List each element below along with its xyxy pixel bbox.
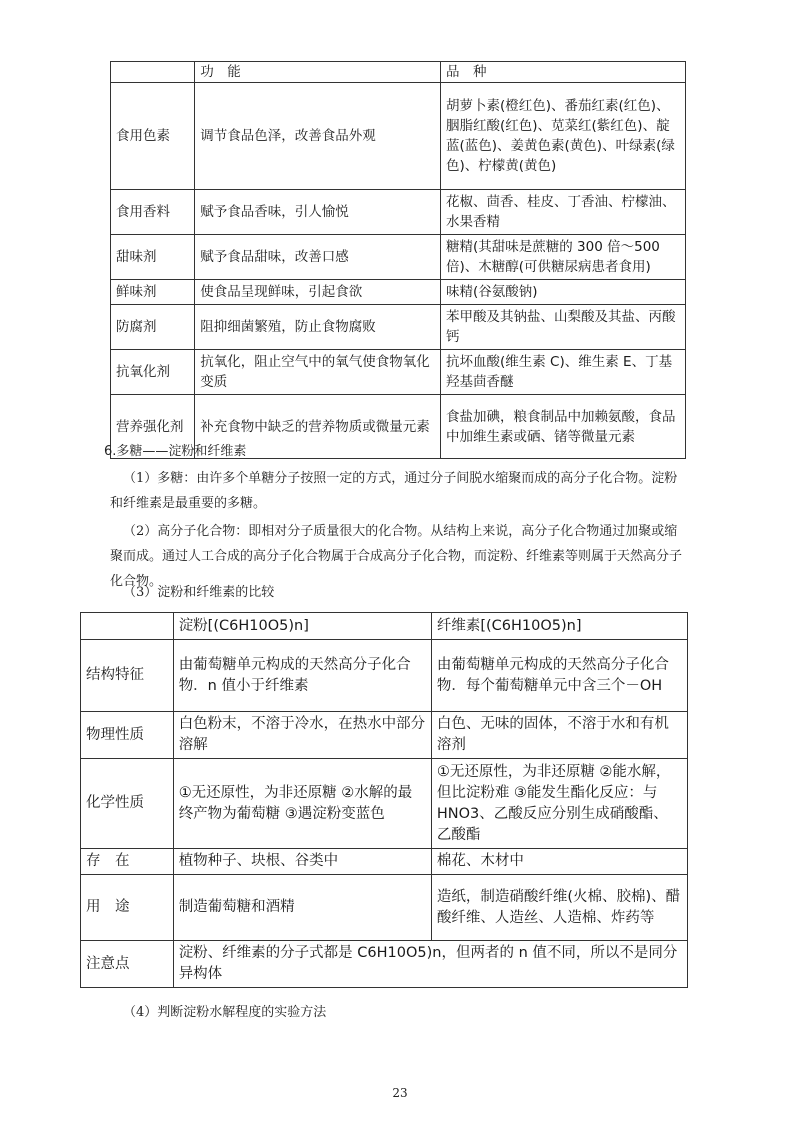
food-additives-cell: 使食品呈现鲜味，引起食欲: [195, 280, 441, 305]
paragraph-polysaccharide: [110, 466, 690, 516]
starch-cellulose-row-label: 注意点: [81, 941, 174, 988]
food-additives-header-row: [111, 62, 686, 83]
food-additives-cell: 阻抑细菌繁殖，防止食物腐败: [195, 305, 441, 350]
food-additives-cell: 花椒、茴香、桂皮、丁香油、柠檬油、水果香精: [441, 190, 686, 235]
starch-cellulose-row: [81, 941, 688, 988]
section-heading: 6.多糖——淀粉和纤维素: [104, 444, 247, 459]
food-additives-row-label: 食用香料: [111, 190, 195, 235]
starch-cellulose-row: [81, 849, 688, 875]
starch-cellulose-header-row: [81, 613, 688, 640]
starch-cellulose-cell: 白色粉末，不溶于冷水，在热水中部分溶解: [173, 712, 431, 759]
starch-cellulose-table-body: [81, 613, 688, 988]
starch-cellulose-header-cell: [81, 613, 174, 640]
starch-cellulose-row-label: 物理性质: [81, 712, 174, 759]
starch-cellulose-row: [81, 640, 688, 712]
starch-cellulose-cell: 造纸，制造硝酸纤维(火棉、胶棉)、醋酸纤维、人造丝、人造棉、炸药等: [431, 875, 687, 941]
starch-cellulose-cell: 棉花、木材中: [431, 849, 687, 875]
food-additives-cell: 赋予食品香味，引人愉悦: [195, 190, 441, 235]
starch-cellulose-row: [81, 875, 688, 941]
food-additives-row-label: 营养强化剂: [111, 395, 195, 459]
food-additives-header-cell: 品 种: [441, 62, 686, 83]
food-additives-row-label: 防腐剂: [111, 305, 195, 350]
starch-cellulose-cell: ①无还原性，为非还原糖 ②水解的最终产物为葡萄糖 ③遇淀粉变蓝色: [173, 759, 431, 849]
starch-cellulose-cell: 植物种子、块根、谷类中: [173, 849, 431, 875]
paragraph-hydrolysis-title-text: （4）判断淀粉水解程度的实验方法: [123, 1005, 327, 1020]
starch-cellulose-header-cell: 纤维素[(C6H10O5)n]: [431, 613, 687, 640]
paragraph-hydrolysis-title: [110, 1000, 690, 1025]
food-additives-cell: 赋予食品甜味，改善口感: [195, 235, 441, 280]
paragraph-polysaccharide-text: （1）多糖：由许多个单糖分子按照一定的方式，通过分子间脱水缩聚而成的高分子化合物。淀粉和纤维素是最重要的多糖。: [110, 471, 678, 511]
food-additives-row-label: 食用色素: [111, 83, 195, 190]
food-additives-cell: 补充食物中缺乏的营养物质或微量元素: [195, 395, 441, 459]
paragraph-comparison-title-text: （3）淀粉和纤维素的比较: [123, 585, 275, 600]
food-additives-row: [111, 190, 686, 235]
starch-cellulose-cell: 由葡萄糖单元构成的天然高分子化合物．每个葡萄糖单元中含三个－OH: [431, 640, 687, 712]
starch-cellulose-row: [81, 712, 688, 759]
starch-cellulose-row-label: 存 在: [81, 849, 174, 875]
food-additives-table-body: [111, 62, 686, 459]
food-additives-row: [111, 305, 686, 350]
food-additives-row-label: 鲜味剂: [111, 280, 195, 305]
food-additives-table: [110, 61, 686, 459]
starch-cellulose-row-label: 结构特征: [81, 640, 174, 712]
paragraph-polymer-text: （2）高分子化合物：即相对分子质量很大的化合物。从结构上来说，高分子化合物通过加聚或缩聚而成。通过人工合成的高分子化合物属于合成高分子化合物，而淀粉、纤维素等则属于天然高分子化合物。: [110, 524, 683, 589]
food-additives-cell: 调节食品色泽，改善食品外观: [195, 83, 441, 190]
page-number: 23: [392, 1086, 408, 1100]
starch-cellulose-cell: 由葡萄糖单元构成的天然高分子化合物．n 值小于纤维素: [173, 640, 431, 712]
food-additives-cell: 苯甲酸及其钠盐、山梨酸及其盐、丙酸钙: [441, 305, 686, 350]
food-additives-cell: 味精(谷氨酸钠): [441, 280, 686, 305]
starch-cellulose-header-cell: 淀粉[(C6H10O5)n]: [173, 613, 431, 640]
food-additives-header-cell: [111, 62, 195, 83]
food-additives-header-cell: 功 能: [195, 62, 441, 83]
food-additives-row: [111, 235, 686, 280]
starch-cellulose-cell: 制造葡萄糖和酒精: [173, 875, 431, 941]
starch-cellulose-table: [80, 612, 688, 988]
food-additives-row-label: 抗氧化剂: [111, 350, 195, 395]
starch-cellulose-row-label: 化学性质: [81, 759, 174, 849]
food-additives-cell: 抗氧化，阻止空气中的氧气使食物氧化变质: [195, 350, 441, 395]
starch-cellulose-row-label: 用 途: [81, 875, 174, 941]
food-additives-row: [111, 280, 686, 305]
paragraph-comparison-title: [110, 580, 690, 605]
food-additives-cell: 胡萝卜素(橙红色)、番茄红素(红色)、胭脂红酸(红色)、苋菜红(紫红色)、靛蓝(蓝色)、姜黄色素(黄色)、叶绿素(绿色)、柠檬黄(黄色): [441, 83, 686, 190]
food-additives-row: [111, 350, 686, 395]
food-additives-cell: 食盐加碘，粮食制品中加赖氨酸，食品中加维生素或硒、锗等微量元素: [441, 395, 686, 459]
starch-cellulose-cell: 淀粉、纤维素的分子式都是 C6H10O5)n，但两者的 n 值不同，所以不是同分异构体: [173, 941, 687, 988]
food-additives-row: [111, 83, 686, 190]
food-additives-cell: 糖精(其甜味是蔗糖的 300 倍～500 倍)、木糖醇(可供糖尿病患者食用): [441, 235, 686, 280]
food-additives-cell: 抗坏血酸(维生素 C)、维生素 E、丁基羟基茴香醚: [441, 350, 686, 395]
food-additives-row-label: 甜味剂: [111, 235, 195, 280]
starch-cellulose-row: [81, 759, 688, 849]
starch-cellulose-cell: 白色、无味的固体，不溶于水和有机溶剂: [431, 712, 687, 759]
starch-cellulose-cell: ①无还原性，为非还原糖 ②能水解，但比淀粉难 ③能发生酯化反应：与 HNO3、乙酸反应分别生成硝酸酯、乙酸酯: [431, 759, 687, 849]
